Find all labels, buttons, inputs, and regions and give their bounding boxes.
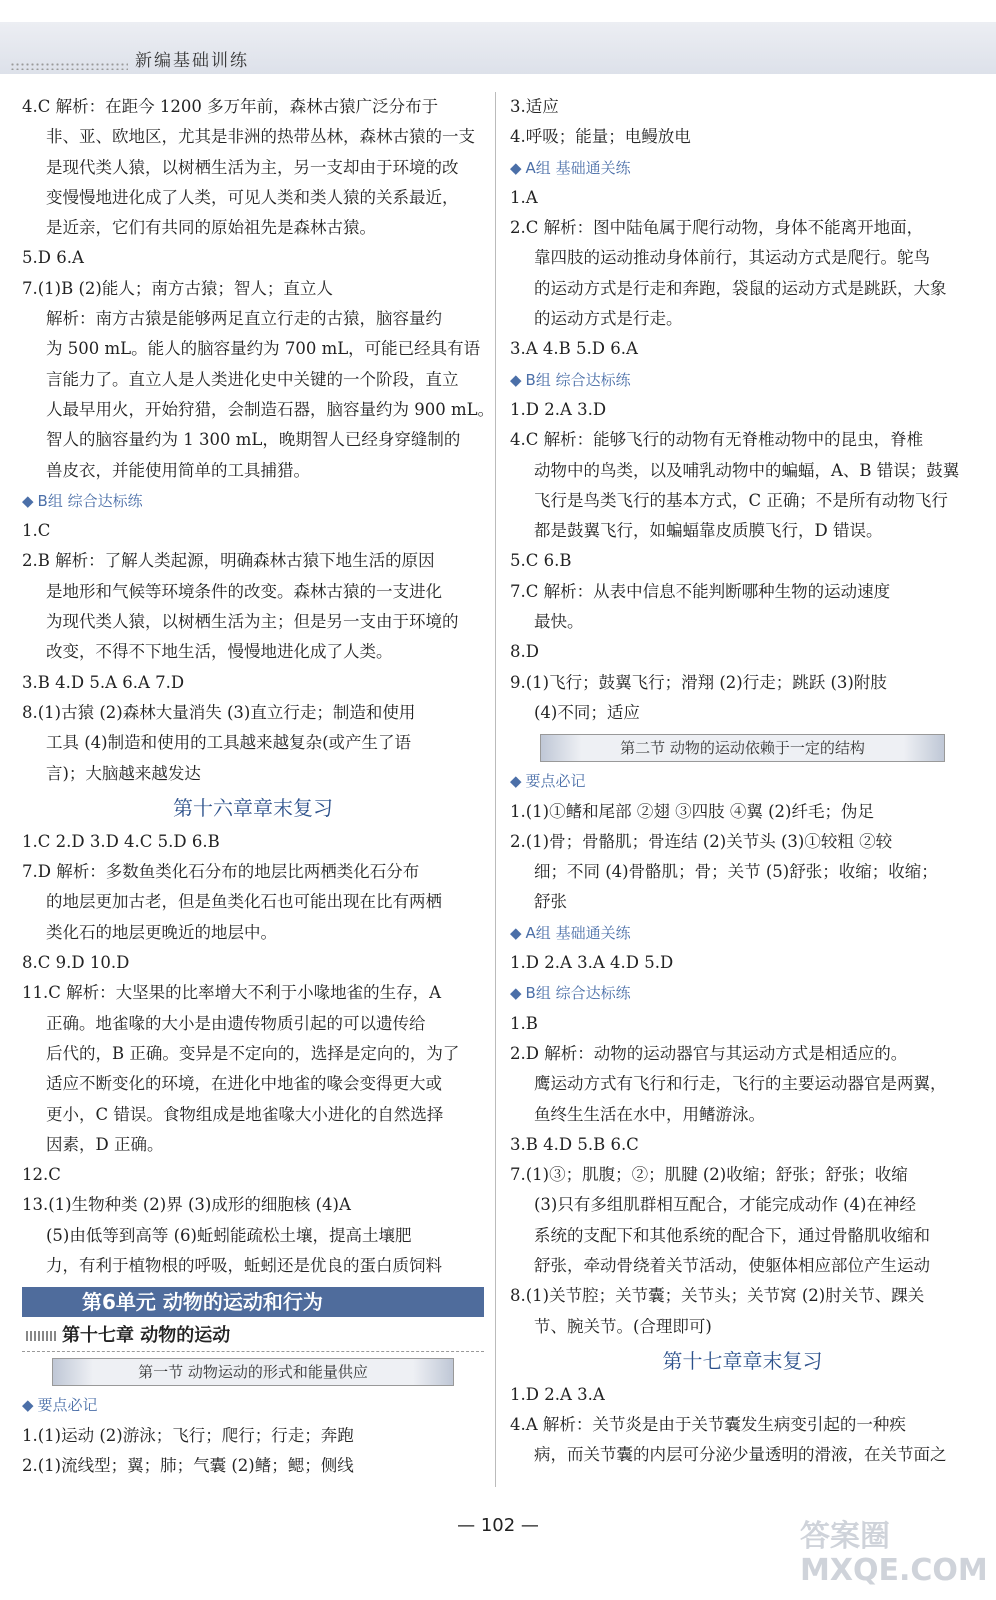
answer-line: 1.(1)运动 (2)游泳；飞行；爬行；行走；奔跑 [22, 1425, 354, 1445]
section-label-b: ◆ B组 综合达标练 [510, 984, 631, 1003]
section1-title: 第一节 动物运动的形式和能量供应 [52, 1358, 454, 1386]
answer-line: 系统的支配下和其他系统的配合下，通过骨骼肌收缩和 [534, 1225, 930, 1245]
answer-line: 最快。 [534, 612, 584, 632]
answer-line: 力，有利于植物根的呼吸，蚯蚓还是优良的蛋白质饲料 [46, 1255, 442, 1275]
answer-line: 9.(1)飞行；鼓翼飞行；滑翔 (2)行走；跳跃 (3)附肢 [510, 672, 887, 692]
answer-line: 为 500 mL。能人的脑容量约为 700 mL，可能已经具有语 [46, 339, 481, 359]
answer-line: 1.D 2.A 3.D [510, 399, 607, 419]
section-label-key: ◆ 要点必记 [22, 1396, 98, 1415]
answer-line: 8.(1)古猿 (2)森林大量消失 (3)直立行走；制造和使用 [22, 702, 416, 722]
answer-line: 更小，C 错误。食物组成是地雀喙大小进化的自然选择 [46, 1104, 444, 1124]
answer-line: (5)由低等到高等 (6)蚯蚓能疏松土壤，提高土壤肥 [46, 1225, 412, 1245]
answer-line: 靠四肢的运动推动身体前行，其运动方式是爬行。鸵鸟 [534, 248, 930, 268]
answer-line: 工具 (4)制造和使用的工具越来越复杂(或产生了语 [46, 733, 412, 753]
answer-line: 言能力了。直立人是人类进化史中关键的一个阶段，直立 [46, 369, 459, 389]
answer-line: 为现代类人猿，以树栖生活为主；但是另一支由于环境的 [46, 612, 459, 632]
answer-line: 兽皮衣，并能使用简单的工具捕猎。 [46, 460, 310, 480]
answer-line: 是地形和气候等环境条件的改变。森林古猿的一支进化 [46, 581, 442, 601]
answer-line: 7.(1)③；肌腹；②；肌腱 (2)收缩；舒张；舒张；收缩 [510, 1165, 908, 1185]
answer-line: 3.B 4.D 5.B 6.C [510, 1134, 639, 1154]
answer-line: 智人的脑容量约为 1 300 mL，晚期智人已经身穿缝制的 [46, 430, 461, 450]
right-block-3 [510, 395, 975, 728]
answer-line: 8.(1)关节腔；关节囊；关节头；关节窝 (2)肘关节、踝关 [510, 1286, 925, 1306]
answer-line: 是近亲，它们有共同的原始祖先是森林古猿。 [46, 218, 376, 238]
unit-title: 第6单元 动物的运动和行为 [22, 1287, 484, 1317]
answer-line: 4.呼吸；能量；电鳗放电 [510, 127, 691, 147]
answer-line: 12.C [22, 1165, 61, 1185]
answer-line: 4.A 解析：关节炎是由于关节囊发生病变引起的一种疾 [510, 1415, 906, 1435]
right-block-4 [510, 797, 975, 918]
answer-line: 人最早用火，开始狩猎，会制造石器，脑容量约为 900 mL。 [46, 399, 495, 419]
right-block-2 [510, 183, 975, 365]
answer-line: 变慢慢地进化成了人类，可见人类和类人猿的关系最近， [46, 187, 459, 207]
answer-line: 是现代类人猿，以树栖生活为主，另一支却由于环境的改 [46, 157, 459, 177]
answer-line: 5.D 6.A [22, 248, 84, 268]
answer-line: 1.D 2.A 3.A [510, 1384, 605, 1404]
answer-line: 4.C 解析：能够飞行的动物有无脊椎动物中的昆虫，脊椎 [510, 430, 924, 450]
section-label-a: ◆ A组 基础通关练 [510, 158, 631, 177]
answer-line: 舒张，牵动骨绕着关节活动，使躯体相应部位产生运动 [534, 1255, 930, 1275]
answer-line: 7.(1)B (2)能人；南方古猿；智人；直立人 [22, 278, 333, 298]
answer-line: 3.适应 [510, 97, 559, 116]
answer-line: 细；不同 (4)骨骼肌；骨；关节 (5)舒张；收缩；收缩； [534, 862, 938, 882]
answer-line: 鱼终生生活在水中，用鳍游泳。 [534, 1104, 765, 1124]
header-brand: 新编基础训练 [135, 51, 249, 71]
answer-line: 2.D 解析：动物的运动器官与其运动方式是相适应的。 [510, 1043, 908, 1063]
chapter16-review-title: 第十六章章末复习 [173, 795, 333, 820]
answer-line: 1.C [22, 521, 51, 541]
answer-line: 动物中的鸟类，以及哺乳动物中的蝙蝠，A、B 错误；鼓翼 [534, 460, 960, 480]
answer-line: 鹰运动方式有飞行和行走，飞行的主要运动器官是两翼， [534, 1074, 947, 1094]
answer-line: 2.(1)骨；骨骼肌；骨连结 (2)关节头 (3)①较粗 ②较 [510, 831, 893, 851]
answer-line: 1.C 2.D 3.D 4.C 5.D 6.B [22, 831, 220, 851]
left-block-2 [22, 516, 484, 789]
answer-line: 类化石的地层更晚近的地层中。 [46, 922, 277, 942]
answer-line: 解析：南方古猿是能够两足直立行走的古猿，脑容量约 [46, 309, 442, 329]
section-label-b: ◆ B组 综合达标练 [22, 491, 143, 510]
answer-line: (3)只有多组肌群相互配合，才能完成动作 (4)在神经 [534, 1195, 916, 1215]
answer-line: 8.C 9.D 10.D [22, 953, 130, 973]
answer-line: 3.A 4.B 5.D 6.A [510, 339, 638, 359]
right-block-6 [510, 1009, 975, 1342]
answer-line: 2.(1)流线型；翼；肺；气囊 (2)鳍；鳃；侧线 [22, 1455, 354, 1475]
answer-line: 都是鼓翼飞行，如蝙蝠靠皮质膜飞行，D 错误。 [534, 521, 883, 541]
left-column [22, 92, 495, 1481]
answer-line: 1.(1)①鳍和尾部 ②翅 ③四肢 ④翼 (2)纤毛；伪足 [510, 801, 874, 821]
section-label-b: ◆ B组 综合达标练 [510, 370, 631, 389]
section-label-key: ◆ 要点必记 [510, 772, 586, 791]
answer-line: 的地层更加古老，但是鱼类化石也可能出现在比有两栖 [46, 892, 442, 912]
right-block-1 [510, 92, 975, 153]
chapter17-title: 第十七章 动物的运动 [22, 1321, 484, 1352]
answer-line: 适应不断变化的环境，在进化中地雀的喙会变得更大或 [46, 1074, 442, 1094]
watermark-logo: 答案圈 MXQE.COM [800, 1519, 988, 1588]
answer-line: 飞行是鸟类飞行的基本方式，C 正确；不是所有动物飞行 [534, 490, 948, 510]
answer-line: 7.C 解析：从表中信息不能判断哪种生物的运动速度 [510, 581, 891, 601]
right-column [510, 92, 975, 1471]
answer-line: 2.B 解析：了解人类起源，明确森林古猿下地生活的原因 [22, 551, 435, 571]
answer-line: 的运动方式是行走和奔跑，袋鼠的运动方式是跳跃，大象 [534, 278, 947, 298]
page-header [0, 22, 996, 74]
answer-line: 7.D 解析：多数鱼类化石分布的地层比两栖类化石分布 [22, 862, 420, 882]
answer-line: 1.B [510, 1013, 538, 1033]
answer-line: 的运动方式是行走。 [534, 309, 683, 329]
right-block-5 [510, 948, 975, 978]
answer-line: 病，而关节囊的内层可分泌少量透明的滑液，在关节面之 [534, 1445, 947, 1465]
column-divider [495, 92, 496, 1487]
answer-line: 1.A [510, 187, 538, 207]
header-decoration [10, 62, 128, 70]
answer-line: 言)；大脑越来越发达 [46, 763, 201, 783]
answer-line: 2.C 解析：图中陆龟属于爬行动物，身体不能离开地面， [510, 218, 924, 238]
section-label-a: ◆ A组 基础通关练 [510, 923, 631, 942]
answer-line: 非、亚、欧地区，尤其是非洲的热带丛林，森林古猿的一支 [46, 127, 475, 147]
answer-line: 11.C 解析：大坚果的比率增大不利于小喙地雀的生存，A [22, 983, 442, 1003]
answer-line: 8.D [510, 642, 539, 662]
section2-title: 第二节 动物的运动依赖于一定的结构 [540, 734, 945, 762]
answer-line: 正确。地雀喙的大小是由遗传物质引起的可以遗传给 [46, 1013, 426, 1033]
left-block-1 [22, 92, 495, 486]
answer-line: 5.C 6.B [510, 551, 572, 571]
answer-line: 1.D 2.A 3.A 4.D 5.D [510, 953, 674, 973]
left-block-4 [22, 1421, 484, 1482]
page-number: — 102 — [457, 1515, 539, 1536]
right-block-7 [510, 1380, 975, 1471]
answer-line: 因素，D 正确。 [46, 1134, 164, 1154]
answer-line: 后代的，B 正确。变异是不定向的，选择是定向的，为了 [46, 1043, 460, 1063]
answer-line: (4)不同；适应 [534, 702, 640, 722]
answer-line: 13.(1)生物种类 (2)界 (3)成形的细胞核 (4)A [22, 1195, 351, 1215]
answer-line: 3.B 4.D 5.A 6.A 7.D [22, 672, 185, 692]
answer-line: 4.C 解析：在距今 1200 多万年前，森林古猿广泛分布于 [22, 97, 439, 116]
answer-line: 改变，不得不下地生活，慢慢地进化成了人类。 [46, 642, 393, 662]
chapter17-review-title: 第十七章章末复习 [662, 1348, 823, 1373]
answer-line: 舒张 [534, 892, 567, 912]
left-block-3 [22, 827, 484, 1281]
answer-line: 节、腕关节。(合理即可) [534, 1316, 712, 1336]
